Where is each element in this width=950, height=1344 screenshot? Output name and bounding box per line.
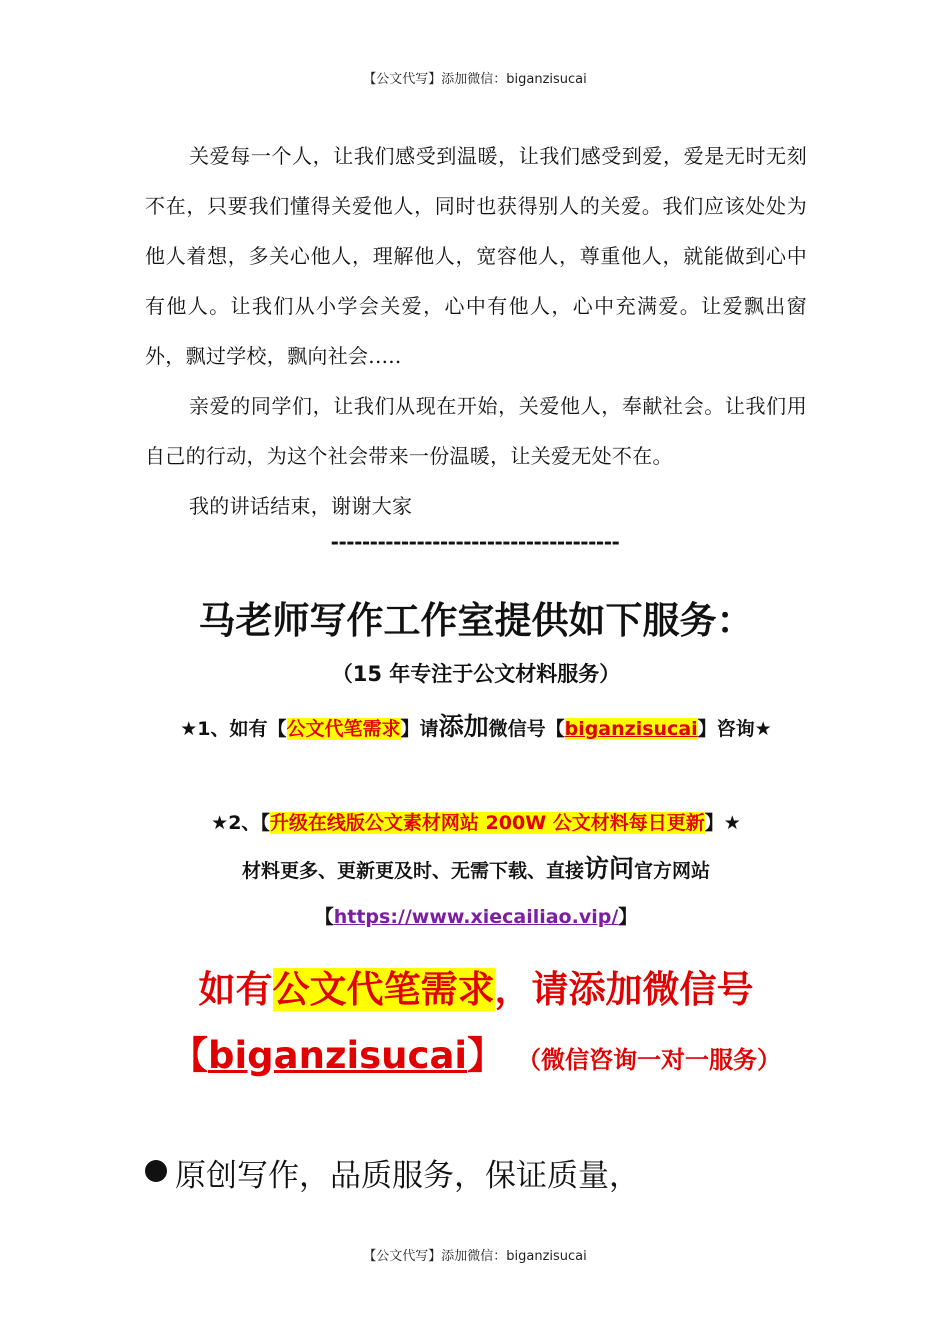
divider-line: ------------------------------------- [330,530,620,554]
item2-suffix: 】★ [704,812,741,834]
studio-title: 马老师写作工作室提供如下服务： [198,599,754,642]
promo-need-highlight: 公文代笔需求 [272,968,495,1011]
promo-bracket-left: 【 [170,1034,208,1077]
bullet-dot-icon [145,1160,167,1182]
page-header: 【公文代写】添加微信：biganzisucai [363,72,587,87]
item2-line2a: 材料更多、更新更及时、无需下载、直接 [241,860,584,882]
url-bracket-left: 【 [314,906,334,928]
paragraph-3: 我的讲话结束，谢谢大家 [189,494,413,518]
bullet-item [145,1150,807,1195]
studio-subtitle: （15 年专注于公文材料服务） [331,662,621,686]
item2-line-3 [145,894,807,940]
item1-wechat-id: biganzisucai [564,718,698,740]
service-item-2 [145,800,807,940]
item2-line2b: 官方网站 [634,860,711,882]
promo-bracket-right: 】 [467,1034,505,1077]
item2-line-1 [145,800,807,846]
item1-suffix: 】咨询★ [697,718,772,740]
item1-prefix: ★1、如有【 [180,718,287,740]
item1-add: 添加 [438,712,489,741]
paragraph-1: 关爱每一个人，让我们感受到温暖，让我们感受到爱，爱是无时无刻不在，只要我们懂得关爱他人，同时也获得别人的关爱。我们应该处处为他人着想，多关心他人，理解他人，宽容他人，尊重他人，就能做到心中有他人。让我们从小学会关爱，心中有他人，心中充满爱。让爱飘出窗外，飘过学校，飘向社会..... [145,144,807,368]
service-item-1 [145,704,807,752]
promo-prefix: 如有 [198,968,273,1011]
bullet-text: 原创写作，品质服务，保证质量， [175,1158,640,1194]
paragraph-2: 亲爱的同学们，让我们从现在开始，关爱他人，奉献社会。让我们用自己的行动，为这个社会带来一份温暖，让关爱无处不在。 [145,394,807,468]
item1-mid2: 微信号【 [488,718,565,740]
item1-need-highlight: 公文代笔需求 [286,718,401,740]
website-link[interactable]: https://www.xiecailiao.vip/ [333,906,619,928]
speech-body [145,131,807,531]
promo-mid: ，请添加微信号 [494,968,754,1011]
page-footer: 【公文代写】添加微信：biganzisucai [363,1249,587,1264]
item2-visit: 访问 [583,854,634,883]
item1-mid1: 】请 [400,718,439,740]
promo-block [145,957,807,1093]
item2-prefix: ★2、【 [211,812,270,834]
item2-line-2 [145,846,807,894]
url-bracket-right: 】 [618,906,638,928]
promo-note: （微信咨询一对一服务） [517,1046,782,1074]
item2-upgrade-highlight: 升级在线版公文素材网站 200W 公文材料每日更新 [269,812,705,834]
promo-wechat-id: biganzisucai [207,1034,468,1077]
